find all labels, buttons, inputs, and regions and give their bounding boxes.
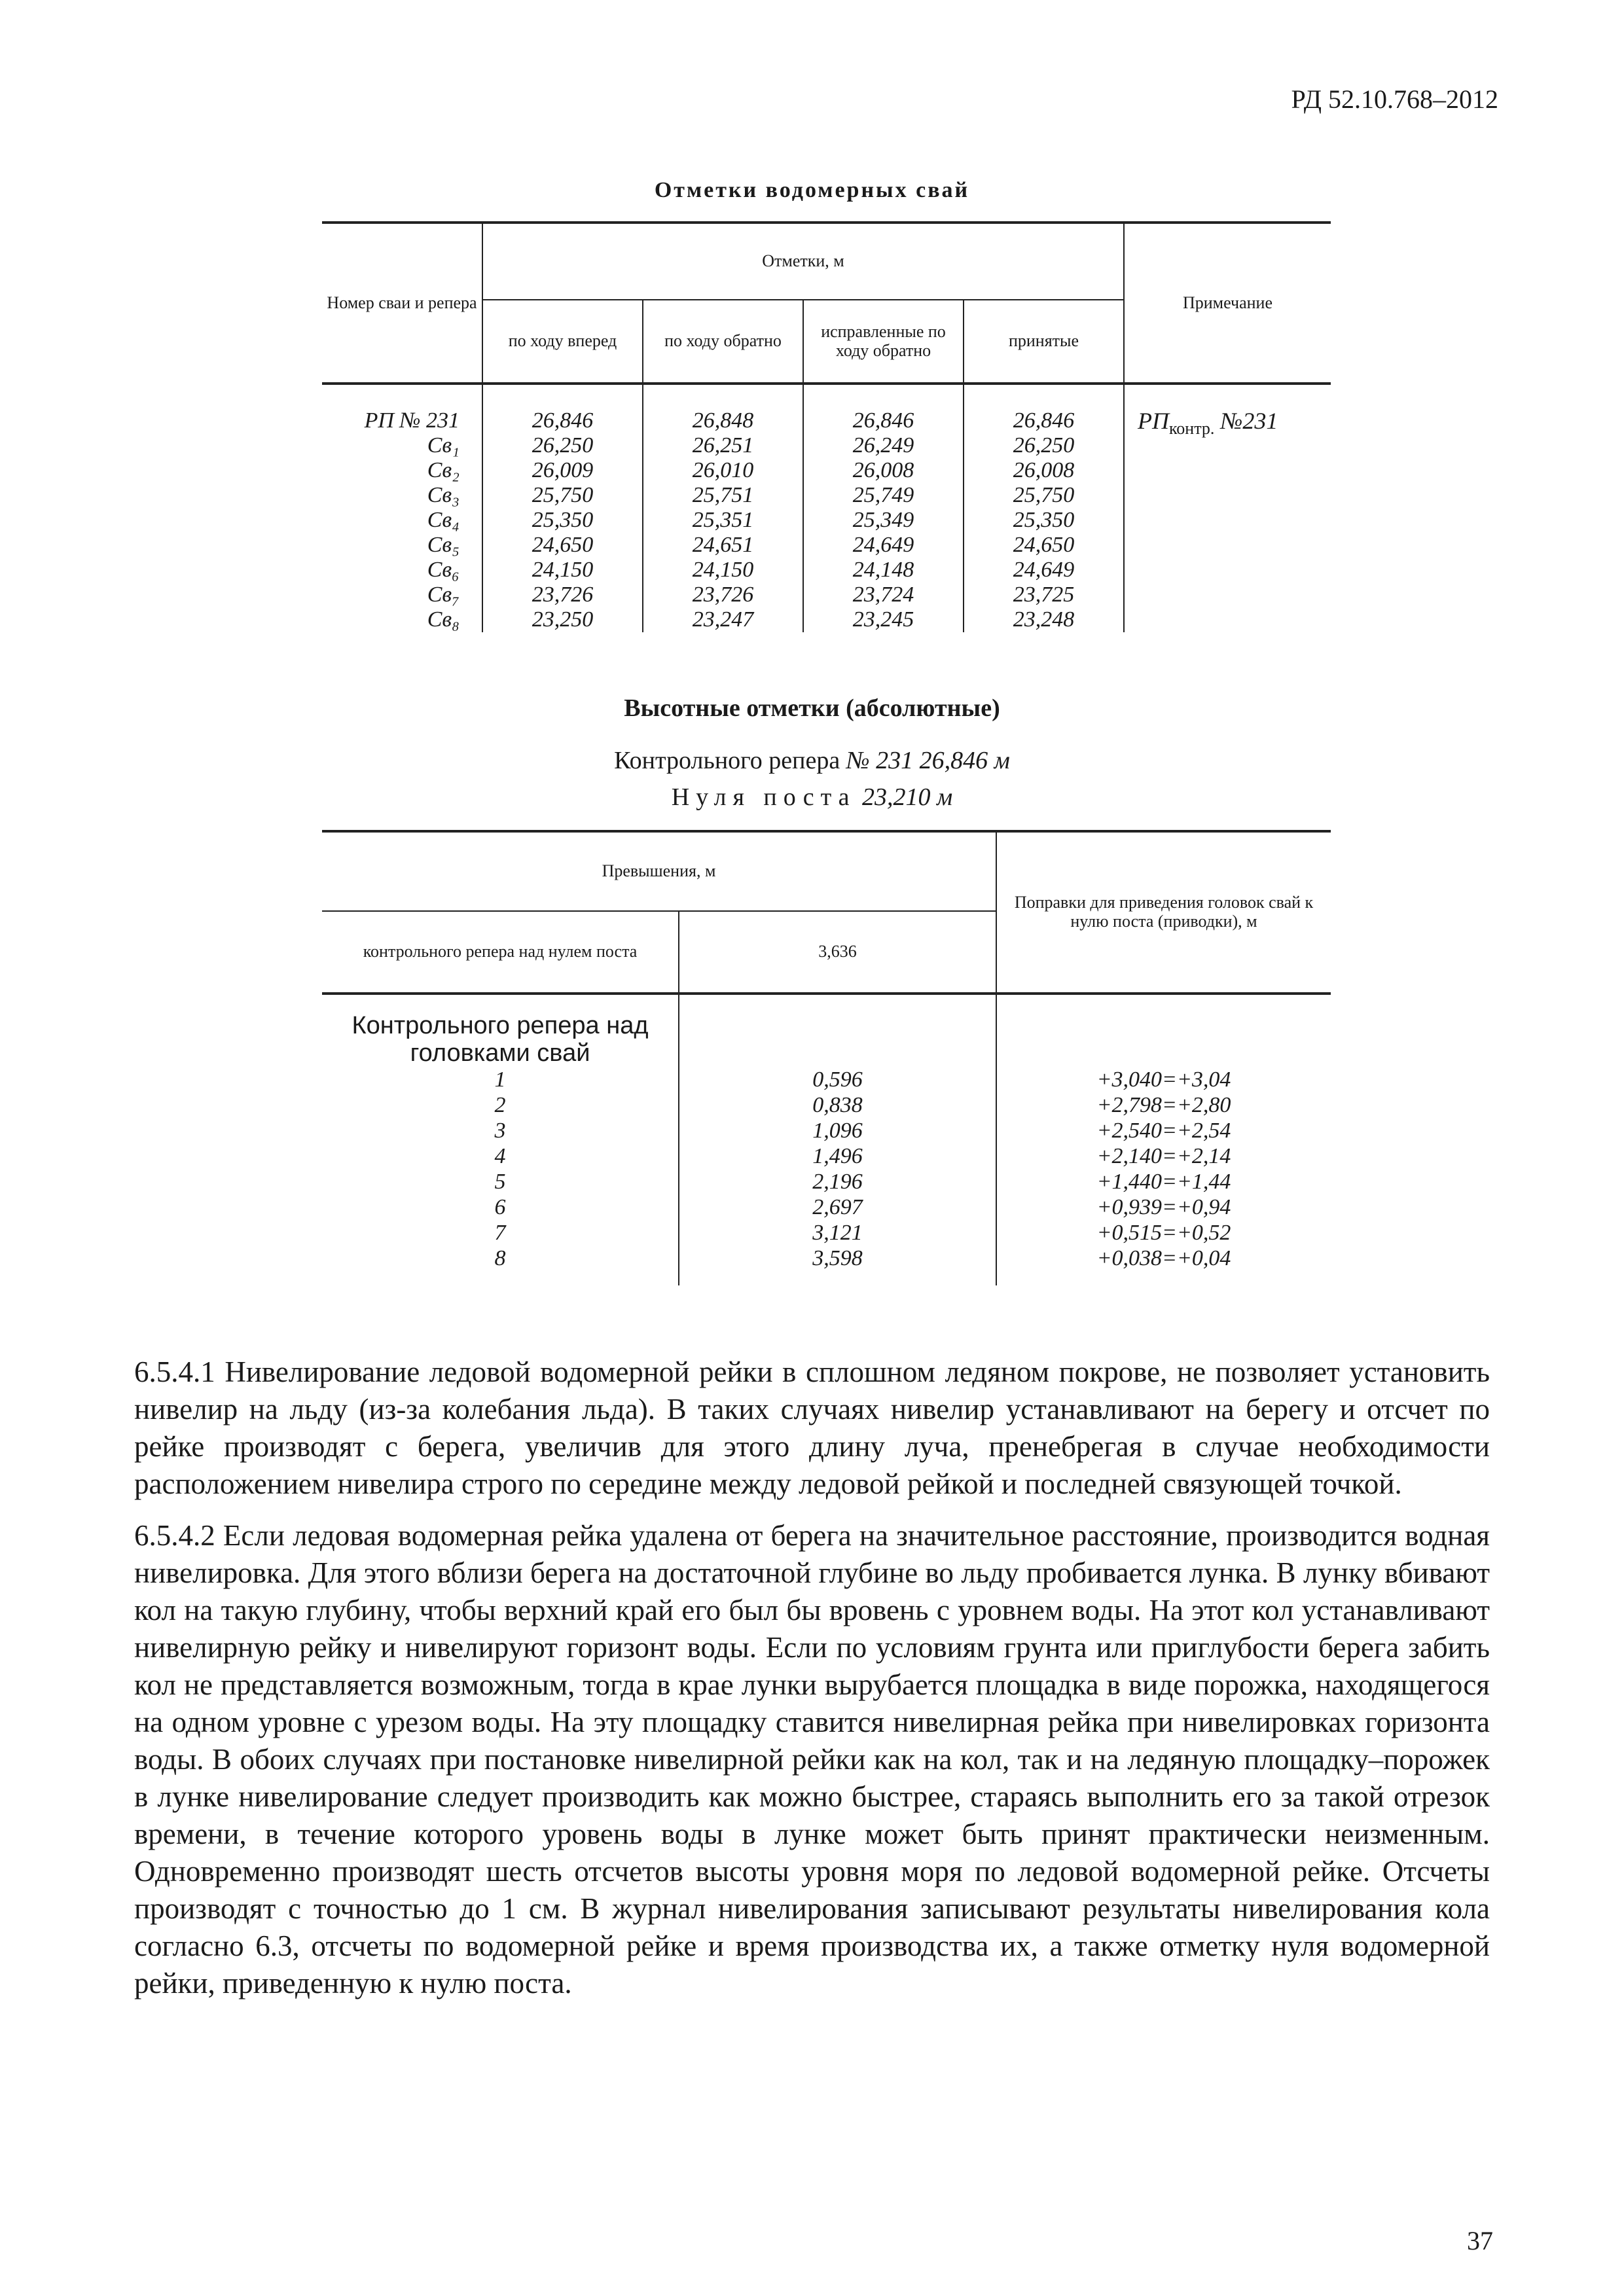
- benchmark-height-value: № 231 26,846 м: [846, 747, 1010, 774]
- mark-corrected: 24,649: [803, 533, 964, 558]
- mark-accepted: 26,846: [964, 384, 1124, 433]
- mark-backward: 25,351: [643, 508, 803, 533]
- pile-name: Св₂: [322, 458, 482, 483]
- paragraph-6-5-4-2: 6.5.4.2 Если ледовая водомерная рейка удалена от берега на значительное расстояние, производится водная нивелировка. Для этого вблизи берега на достаточной глубине во льду пробивается лунка. В лунку вбивают кол на такую глубину, чтобы верхний край его был бы вровень с уровнем воды. На этот кол устанавливают нивелирную рейку и нивелируют горизонт воды. Если по условиям грунта или приглубости берега забить кол не представляется возможным, тогда в крае лунки вырубается площадка в виде порожка, находящегося на одном уровне с урезом воды. На эту площадку ставится нивелирная рейка при нивелировках горизонта воды. В обоих случаях при постановке нивелирной рейки как на кол, так и на ледяную площадку–порожек в лунке нивелирование следует производить как можно быстрее, стараясь выполнить его за такой отрезок времени, в течение которого уровень воды в лунке может быть принят практически неизменным. Одновременно производят шесть отсчетов высоты уровня моря по ледовой водомерной рейке. Отсчеты производят с точностью до 1 см. В журнал нивелирования записывают результаты нивелирования кола согласно 6.3, отсчеты по водомерной рейке и время производства их, а также отметку нуля водомерной рейки, приведенную к нулю поста.: [134, 1519, 1490, 2000]
- note-number: №231: [1220, 408, 1278, 434]
- mark-accepted: 24,649: [964, 558, 1124, 583]
- benchmark-over-zero-value: 3,636: [679, 911, 996, 994]
- excess-value: 2,196: [679, 1169, 996, 1194]
- mark-corrected: 24,148: [803, 558, 964, 583]
- pile-index: 1: [322, 1067, 679, 1092]
- pile-index: 5: [322, 1169, 679, 1194]
- correction-value: +0,939=+0,94: [1096, 1195, 1231, 1219]
- pile-index: 3: [322, 1118, 679, 1143]
- mark-forward: 23,726: [482, 583, 643, 607]
- excess-table: [322, 830, 1331, 1285]
- mark-backward: 26,251: [643, 433, 803, 458]
- mark-accepted: 23,248: [964, 607, 1124, 632]
- header-forward: по ходу вперед: [482, 300, 643, 384]
- mark-backward: 23,726: [643, 583, 803, 607]
- excess-value: 2,697: [679, 1194, 996, 1220]
- header-number: Номер сваи и репера: [322, 223, 482, 384]
- note-main: РП: [1138, 408, 1169, 434]
- note-cell: [1124, 384, 1331, 632]
- header-excess: Превышения, м: [322, 831, 996, 911]
- correction-value: +2,540=+2,54: [1096, 1119, 1231, 1143]
- excess-value: 3,598: [679, 1246, 996, 1285]
- table-row: [322, 1092, 1331, 1118]
- excess-value: 0,838: [679, 1092, 996, 1118]
- table-row: [322, 1169, 1331, 1194]
- header-benchmark-over-zero: контрольного репера над нулем поста: [322, 911, 679, 994]
- mark-corrected: 25,749: [803, 483, 964, 508]
- table-row: [322, 1194, 1331, 1220]
- mark-forward: 24,150: [482, 558, 643, 583]
- post-zero-line: [0, 783, 1624, 812]
- excess-value: 0,596: [679, 1067, 996, 1092]
- mark-accepted: 23,725: [964, 583, 1124, 607]
- correction-value: +2,798=+2,80: [1096, 1093, 1231, 1117]
- mark-accepted: 25,750: [964, 483, 1124, 508]
- post-zero-label: Нуля поста: [671, 783, 856, 811]
- mark-accepted: 24,650: [964, 533, 1124, 558]
- pile-index: 4: [322, 1143, 679, 1169]
- pile-index: 2: [322, 1092, 679, 1118]
- mark-corrected: 26,249: [803, 433, 964, 458]
- table-row: [322, 1220, 1331, 1246]
- table-row: [322, 1067, 1331, 1092]
- pile-marks-table: [322, 221, 1331, 632]
- mark-corrected: 23,245: [803, 607, 964, 632]
- mark-forward: 25,350: [482, 508, 643, 533]
- table-row: [322, 994, 1331, 1067]
- mark-backward: 24,651: [643, 533, 803, 558]
- header-note: Примечание: [1124, 223, 1331, 384]
- header-accepted: принятые: [964, 300, 1124, 384]
- mark-accepted: 26,250: [964, 433, 1124, 458]
- mark-backward: 26,848: [643, 384, 803, 433]
- excess-value: 3,121: [679, 1220, 996, 1246]
- pile-name: Св₅: [322, 533, 482, 558]
- pile-name: Св₆: [322, 558, 482, 583]
- mark-forward: 26,250: [482, 433, 643, 458]
- empty-cell: [679, 994, 996, 1067]
- mark-corrected: 26,008: [803, 458, 964, 483]
- header-marks: Отметки, м: [482, 223, 1124, 300]
- correction-value: +0,515=+0,52: [1096, 1221, 1231, 1245]
- heights-title: Высотные отметки (абсолютные): [624, 694, 1000, 722]
- correction-value: +0,038=+0,04: [1096, 1246, 1231, 1270]
- row-label: Контрольного репера над головками свай: [322, 994, 679, 1067]
- empty-cell: [996, 994, 1331, 1067]
- mark-accepted: 25,350: [964, 508, 1124, 533]
- pile-name: Св₃: [322, 483, 482, 508]
- pile-index: 6: [322, 1194, 679, 1220]
- mark-backward: 25,751: [643, 483, 803, 508]
- benchmark-height-line: [0, 746, 1624, 775]
- pile-index: 7: [322, 1220, 679, 1246]
- mark-backward: 23,247: [643, 607, 803, 632]
- correction-value: +1,440=+1,44: [1096, 1170, 1231, 1194]
- mark-forward: 24,650: [482, 533, 643, 558]
- page-number: 37: [1467, 2226, 1493, 2255]
- mark-forward: 26,009: [482, 458, 643, 483]
- table-row: [322, 384, 1331, 433]
- mark-forward: 26,846: [482, 384, 643, 433]
- mark-forward: 25,750: [482, 483, 643, 508]
- paragraph-6-5-4-1: 6.5.4.1 Нивелирование ледовой водомерной рейки в сплошном ледяном покрове, не позволяет установить нивелир на льду (из-за колебания льда). В таких случаях нивелир устанавливают на берегу и отсчет по рейке производят с берега, увеличив для этого длину луча, пренебрегая в случае необходимости расположением нивелира строго по середине между ледовой рейкой и последней связующей точкой.: [134, 1355, 1490, 1500]
- table1-title: Отметки водомерных свай: [654, 178, 970, 202]
- header-corrections: Поправки для приведения головок свай к нулю поста (приводки), м: [996, 831, 1331, 994]
- post-zero-value: 23,210 м: [862, 783, 953, 811]
- table-row: [322, 1246, 1331, 1285]
- benchmark-height-label: Контрольного репера: [614, 747, 840, 774]
- mark-corrected: 23,724: [803, 583, 964, 607]
- mark-backward: 24,150: [643, 558, 803, 583]
- excess-value: 1,496: [679, 1143, 996, 1169]
- table-row: [322, 1118, 1331, 1143]
- mark-corrected: 26,846: [803, 384, 964, 433]
- header-backward: по ходу обратно: [643, 300, 803, 384]
- correction-value: +2,140=+2,14: [1096, 1144, 1231, 1168]
- mark-backward: 26,010: [643, 458, 803, 483]
- mark-accepted: 26,008: [964, 458, 1124, 483]
- note-sub: контр.: [1169, 419, 1215, 439]
- correction-value: +3,040=+3,04: [1096, 1067, 1231, 1092]
- pile-index: 8: [322, 1246, 679, 1285]
- mark-corrected: 25,349: [803, 508, 964, 533]
- mark-forward: 23,250: [482, 607, 643, 632]
- document-code: РД 52.10.768–2012: [1291, 84, 1498, 114]
- header-corrected: исправленные по ходу обратно: [803, 300, 964, 384]
- pile-name: Св₇: [322, 583, 482, 607]
- excess-value: 1,096: [679, 1118, 996, 1143]
- table-row: [322, 1143, 1331, 1169]
- pile-name: Св₈: [322, 607, 482, 632]
- pile-name: Св₄: [322, 508, 482, 533]
- pile-name: Св₁: [322, 433, 482, 458]
- pile-name: РП № 231: [322, 384, 482, 433]
